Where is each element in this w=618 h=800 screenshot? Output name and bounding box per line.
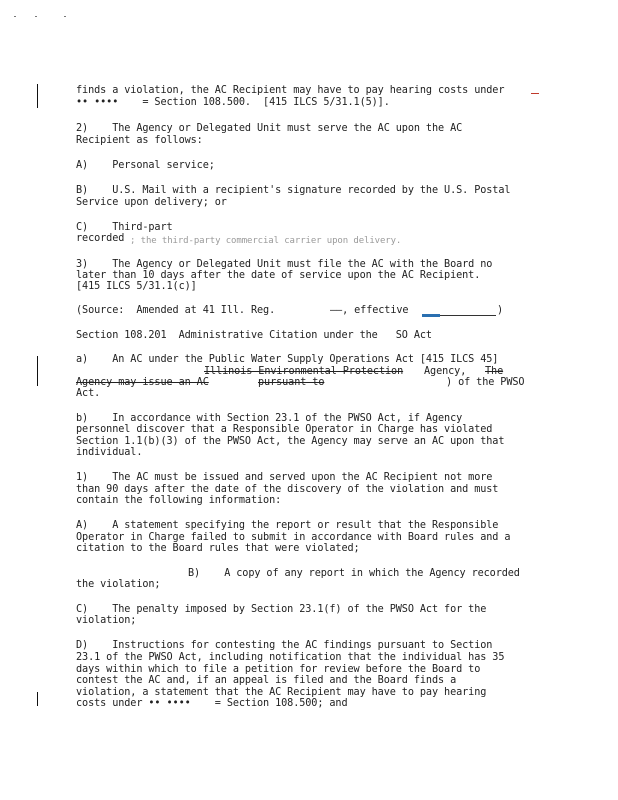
text-line: B) A copy of any report in which the Agency recorded	[188, 568, 520, 579]
revision-bar	[37, 84, 38, 108]
source-close: )	[497, 305, 504, 316]
text-line: individual.	[76, 447, 143, 458]
text-line: A) A statement specifying the report or result that the Responsible	[76, 520, 499, 531]
text-line: contest the AC and, if an appeal is filed and the Board finds a	[76, 675, 457, 686]
revision-bar	[37, 692, 38, 706]
text-line: C) Third-part	[76, 222, 173, 233]
text-line: finds a violation, the AC Recipient may have to pay hearing costs under	[76, 85, 505, 96]
text-line: Recipient as follows:	[76, 135, 203, 146]
scan-speck	[64, 16, 66, 17]
text-line: a) An AC under the Public Water Supply Operations Act [415 ILCS 45]	[76, 354, 499, 365]
text-line: violation;	[76, 615, 137, 626]
text-line: recorded	[76, 233, 125, 244]
effective-date-blank	[440, 315, 496, 316]
text-line: C) The penalty imposed by Section 23.1(f) of the PWSO Act for the	[76, 604, 487, 615]
scan-speck	[35, 16, 37, 17]
struck-text: pursuant to	[258, 377, 325, 388]
text-line: Act.	[76, 388, 101, 399]
text-line: A) Personal service;	[76, 160, 215, 171]
text-line: Section 1.1(b)(3) of the PWSO Act, the Agency may serve an AC upon that	[76, 436, 505, 447]
text-line: Service upon delivery; or	[76, 197, 227, 208]
text-line: D) Instructions for contesting the AC findings pursuant to Section	[76, 640, 493, 651]
text-line: the violation;	[76, 579, 161, 590]
text-line: later than 10 days after the date of service upon the AC Recipient.	[76, 270, 481, 281]
section-heading: Section 108.201 Administrative Citation under the SO Act	[76, 330, 432, 341]
struck-text: Illinois Environmental Protection	[204, 366, 404, 377]
text-line: citation to the Board rules that were violated;	[76, 543, 360, 554]
text-line: 2) The Agency or Delegated Unit must serve the AC upon the AC	[76, 123, 463, 134]
struck-text: Agency may issue an AC	[76, 377, 209, 388]
text-line: violation, a statement that the AC Recipient may have to pay hearing	[76, 687, 487, 698]
revision-bar	[37, 356, 38, 386]
faint-overprinted-line: ; the third-party commercial carrier upon delivery.	[130, 236, 402, 246]
struck-text: The	[485, 366, 504, 377]
text-line: 23.1 of the PWSO Act, including notification that the individual has 35	[76, 652, 505, 663]
margin-mark	[531, 93, 539, 94]
text-line: B) U.S. Mail with a recipient's signature recorded by the U.S. Postal	[76, 185, 511, 196]
text-line: •• •••• = Section 108.500. [415 ILCS 5/31.1(5)].	[76, 97, 390, 108]
highlight-mark	[422, 314, 440, 317]
text-line: contain the following information:	[76, 495, 282, 506]
scan-speck	[14, 16, 16, 17]
text-line: days within which to file a petition for review before the Board to	[76, 664, 481, 675]
text-line: Agency,	[424, 366, 467, 377]
text-line: [415 ILCS 5/31.1(c)]	[76, 281, 197, 292]
text-line: than 90 days after the date of the discovery of the violation and must	[76, 484, 499, 495]
effective-label: ——, effective	[330, 305, 409, 316]
text-line: b) In accordance with Section 23.1 of the PWSO Act, if Agency	[76, 413, 463, 424]
text-line: personnel discover that a Responsible Operator in Charge has violated	[76, 424, 493, 435]
text-line: ) of the PWSO	[446, 377, 525, 388]
text-line: costs under •• •••• = Section 108.500; and	[76, 698, 348, 709]
text-line: 1) The AC must be issued and served upon the AC Recipient not more	[76, 472, 493, 483]
text-line: Operator in Charge failed to submit in accordance with Board rules and a	[76, 532, 511, 543]
source-note: (Source: Amended at 41 Ill. Reg.	[76, 305, 276, 316]
text-line: 3) The Agency or Delegated Unit must file the AC with the Board no	[76, 259, 493, 270]
